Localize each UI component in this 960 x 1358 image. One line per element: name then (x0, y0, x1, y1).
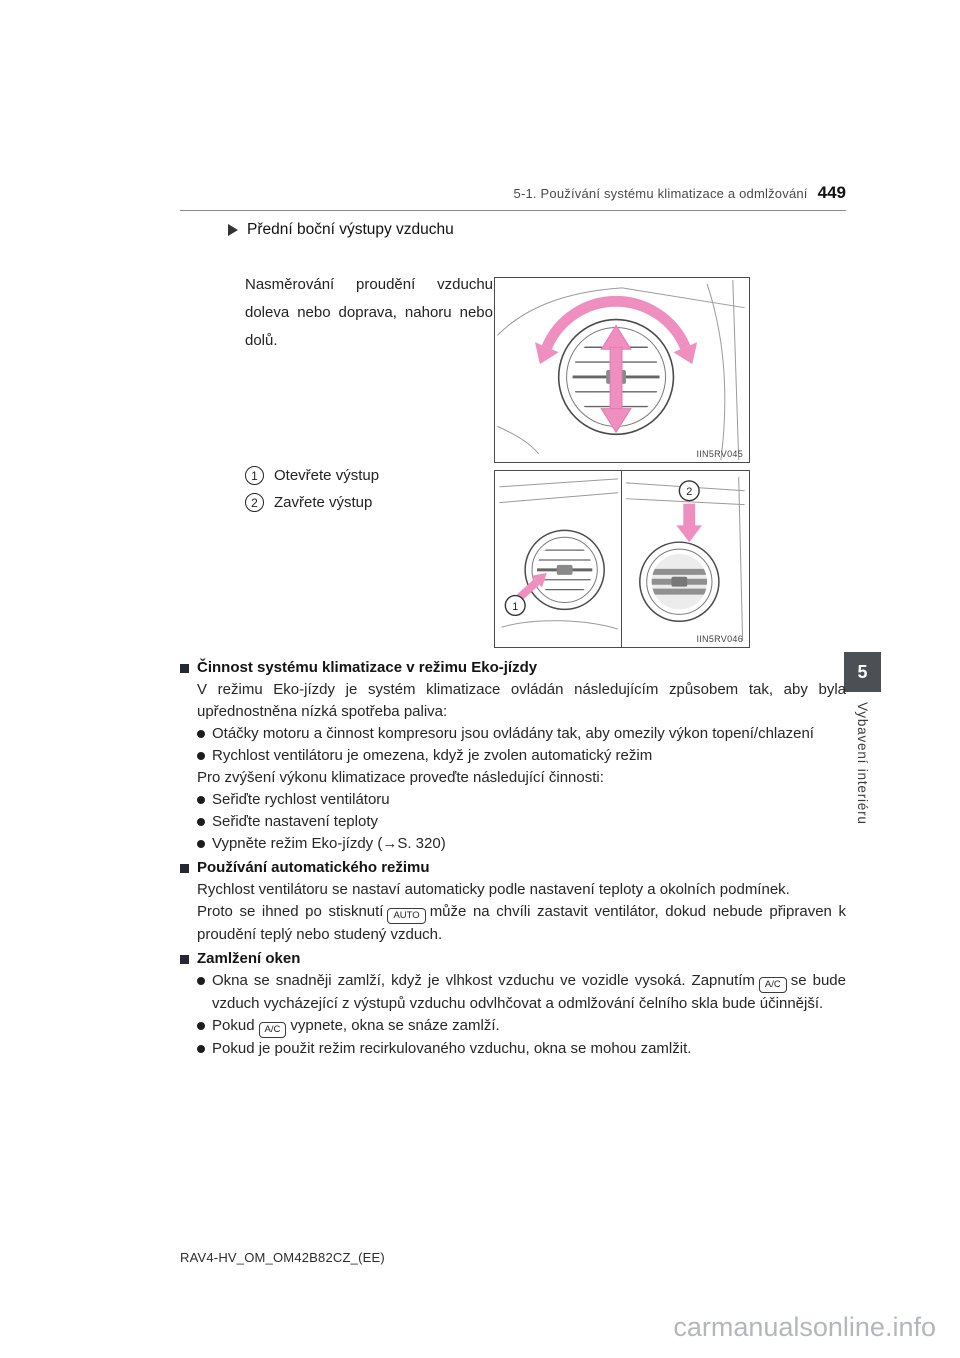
svg-text:1: 1 (512, 600, 519, 613)
note-paragraph: Rychlost ventilátoru se nastaví automaticky podle nastavení teploty a okolních podmínek. (197, 881, 790, 898)
page-number: 449 (817, 183, 846, 202)
svg-text:2: 2 (686, 486, 693, 499)
note-bullet: Pokud je použit režim recirkulovaného vzduchu, okna se mohou zamlžit. (197, 1038, 846, 1060)
auto-button-icon: AUTO (387, 908, 425, 924)
note-title: Používání automatického režimu (180, 857, 846, 879)
watermark: carmanualsonline.info (673, 1312, 936, 1342)
note-bullet: Otáčky motoru a činnost kompresoru jsou ovládány tak, aby omezily výkon topení/chlazení (197, 723, 846, 745)
note-bullet: Seřiďte rychlost ventilátoru (197, 789, 846, 811)
note-paragraph: V režimu Eko-jízdy je systém klimatizace ovládán následujícím způsobem tak, aby byla upřednostněna nízká spotřeba paliva: (197, 681, 846, 720)
vent-direction-illustration (495, 278, 749, 462)
dot-bullet-icon (197, 818, 205, 826)
dot-bullet-icon (197, 1045, 205, 1053)
vent-closed-drawing (640, 542, 719, 621)
square-bullet-icon (180, 664, 189, 673)
note-bullet: Rychlost ventilátoru je omezena, když je zvolen automatický režim (197, 745, 846, 767)
header-section-title: 5-1. Používání systému klimatizace a odmlžování (513, 186, 808, 201)
note-title: Činnost systému klimatizace v režimu Eko-jízdy (180, 657, 846, 679)
step-label: Zavřete výstup (274, 494, 373, 511)
step-item (245, 493, 379, 512)
dot-bullet-icon (197, 730, 205, 738)
note-paragraph: Pro zvýšení výkonu klimatizace proveďte následující činnosti: (197, 769, 604, 786)
note-window-fogging (180, 948, 846, 1060)
close-arrow-icon (676, 504, 702, 543)
section-heading (228, 221, 454, 239)
figure-code: IIN5RV046 (696, 634, 743, 644)
dot-bullet-icon (197, 840, 205, 848)
square-bullet-icon (180, 955, 189, 964)
step-label: Otevřete výstup (274, 467, 380, 484)
arrow-right-icon (228, 224, 238, 236)
ac-button-icon: A/C (759, 977, 787, 993)
dot-bullet-icon (197, 1022, 205, 1030)
callout-2 (679, 481, 699, 501)
chapter-tab (844, 652, 881, 692)
figure-vent-open-close (494, 470, 750, 648)
figure-code: IIN5RV045 (696, 449, 743, 459)
ac-button-icon: A/C (259, 1022, 287, 1038)
note-bullet: Seřiďte nastavení teploty (197, 811, 846, 833)
chapter-label: Vybavení interiéru (855, 702, 870, 825)
note-title: Zamlžení oken (180, 948, 846, 970)
step-number-badge: 2 (245, 493, 264, 512)
notes-section (180, 657, 846, 1060)
section-title: Přední boční výstupy vzduchu (247, 221, 454, 238)
chapter-number: 5 (857, 661, 868, 682)
chapter-label-wrap (844, 702, 881, 825)
note-bullet: Okna se snadněji zamlží, když je vlhkost vzduchu ve vozidle vysoká. Zapnutím A/C se bude vzduch vycházející z výstupů vzduchu odvlhčovat a odmlžování čelního skla bude účinnější. (197, 970, 846, 1015)
dot-bullet-icon (197, 796, 205, 804)
figure-vent-direction (494, 277, 750, 463)
note-paragraph: Proto se ihned po stisknutí AUTO může na chvíli zastavit ventilátor, dokud nebude připraven k proudění teplý nebo studený vzduch. (197, 903, 846, 943)
dot-bullet-icon (197, 977, 205, 985)
vent-open-drawing (525, 530, 604, 609)
note-eco-mode (180, 657, 846, 855)
step-number-badge: 1 (245, 466, 264, 485)
dot-bullet-icon (197, 752, 205, 760)
step-list (245, 466, 379, 520)
note-bullet: Vypněte režim Eko-jízdy (→S. 320) (197, 833, 846, 855)
intro-paragraph: Nasměrování proudění vzduchu doleva nebo doprava, nahoru nebo dolů. (245, 276, 493, 349)
footer-document-code: RAV4-HV_OM_OM42B82CZ_(EE) (180, 1250, 385, 1265)
callout-1 (505, 596, 525, 616)
note-auto-mode (180, 857, 846, 946)
note-bullet: Pokud A/C vypnete, okna se snáze zamlží. (197, 1015, 846, 1038)
vent-open-close-illustration (495, 471, 749, 647)
square-bullet-icon (180, 864, 189, 873)
step-item (245, 466, 379, 485)
page-header (180, 183, 846, 211)
